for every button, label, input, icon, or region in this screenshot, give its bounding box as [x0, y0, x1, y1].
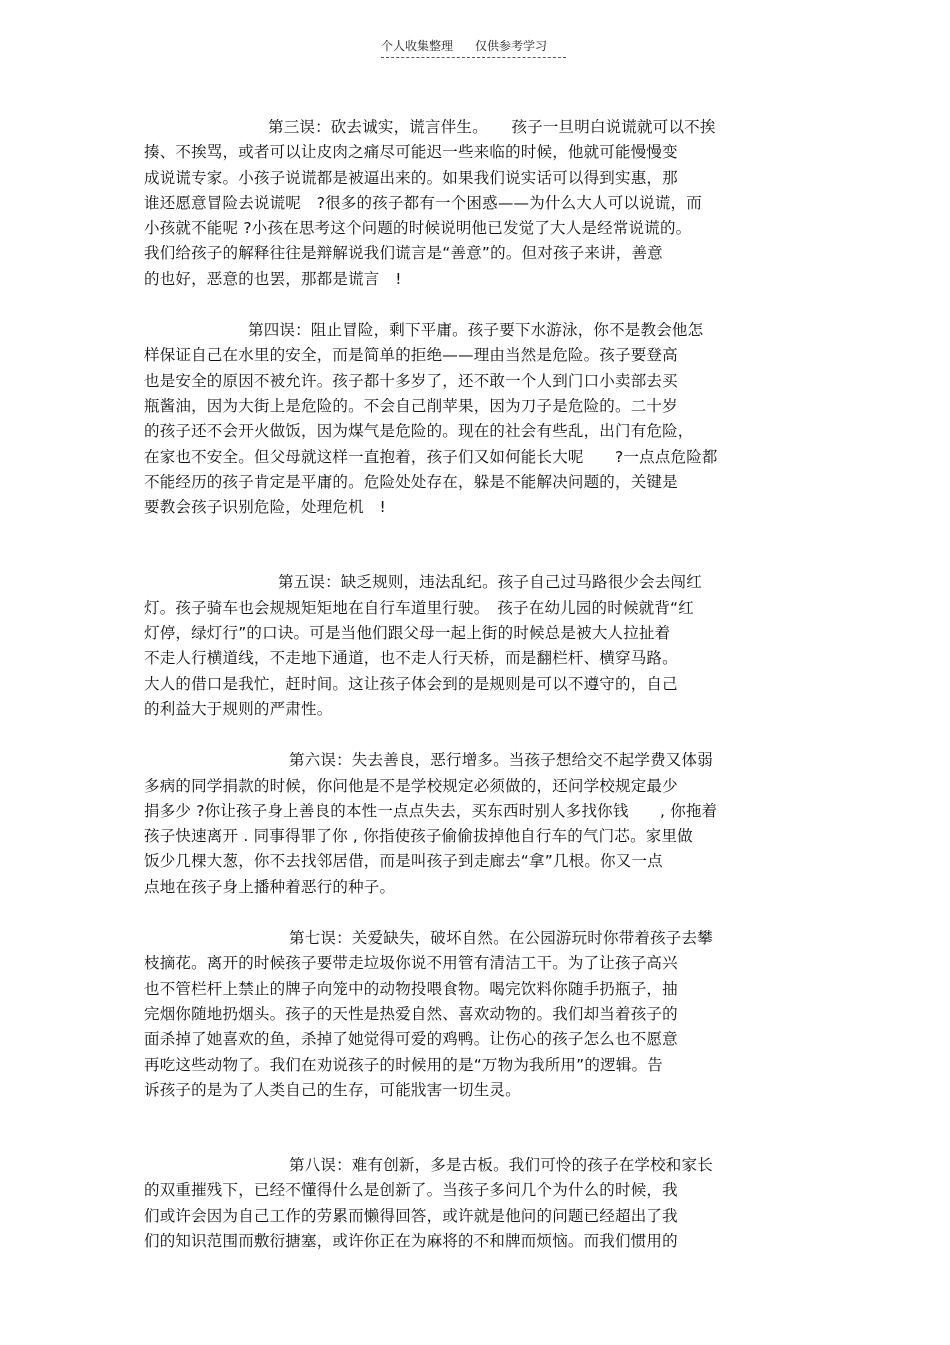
text-line: 完烟你随地扔烟头。孩子的天性是热爱自然、喜欢动物的。我们却当着孩子的 [144, 1004, 678, 1023]
text-line: 多病的同学捐款的时候，你问他是不是学校规定必须做的，还问学校规定最少 [144, 776, 678, 795]
text-line: 第七误：关爱缺失，破坏自然。在公园游玩时你带着孩子去攀 [289, 929, 713, 948]
text-line: 第三误：砍去诚实，谎言伴生。 孩子一旦明白说谎就可以不挨 [268, 118, 716, 136]
text-line: 第五误：缺乏规则，违法乱纪。孩子自己过马路很少会去闯红 [278, 573, 702, 592]
text-line: 孩子快速离开 . 同事得罪了你 , 你指使孩子偷偷拔掉他自行车的气门芯。家里做 [144, 827, 693, 846]
text-line: 不能经历的孩子肯定是平庸的。危险处处存在，躲是不能解决问题的，关键是 [144, 472, 678, 491]
text-line: 我们给孩子的解释往往是辩解说我们谎言是“善意”的。但对孩子来讲，善意 [144, 244, 663, 263]
text-line: 枝摘花。离开的时候孩子要带走垃圾你说不用管有清洁工干。为了让孩子高兴 [144, 954, 678, 973]
text-line: 要教会孩子识别危险，处理危机 ! [144, 498, 386, 517]
text-line: 第八误：难有创新，多是古板。我们可怜的孩子在学校和家长 [289, 1156, 713, 1175]
text-line: 捐多少 ?你让孩子身上善良的本性一点点失去，买东西时别人多找你钱 , 你拖着 [144, 801, 718, 820]
text-line: 也不管栏杆上禁止的牌子向笼中的动物投喂食物。喝完饮料你随手扔瓶子，抽 [144, 979, 678, 998]
text-line: 的也好，恶意的也罢，那都是谎言 ! [144, 269, 402, 288]
text-line: 们或许会因为自己工作的劳累而懒得回答，或许就是他问的问题已经超出了我 [144, 1206, 678, 1225]
text-line: 第四误：阻止冒险，剩下平庸。孩子要下水游泳，你不是教会他怎 [248, 321, 704, 340]
paragraph [144, 115, 809, 292]
text-line: 成说谎专家。小孩子说谎都是被逼出来的。如果我们说实话可以得到实惠，那 [144, 168, 678, 187]
text-line: 谁还愿意冒险去说谎呢 ?很多的孩子都有一个困惑——为什么大人可以说谎，而 [144, 193, 702, 212]
paragraph [144, 926, 809, 1103]
header-right-text: 仅供参考学习 [475, 39, 548, 53]
text-line: 点地在孩子身上播种着恶行的种子。 [144, 877, 396, 896]
text-line: 大人的借口是我忙，赶时间。这让孩子体会到的是规则是可以不遵守的，自己 [144, 674, 678, 693]
text-line: 不走人行横道线，不走地下通道，也不走人行天桥，而是翻栏杆、横穿马路。 [144, 649, 678, 668]
page-header [381, 38, 566, 58]
text-line: 们的知识范围而敷衍搪塞，或许你正在为麻将的不和牌而烦恼。而我们惯用的 [144, 1231, 678, 1250]
paragraph [144, 1153, 809, 1254]
text-line: 再吃这些动物了。我们在劝说孩子的时候用的是“万物为我所用”的逻辑。告 [144, 1055, 663, 1074]
text-line: 的利益大于规则的严肃性。 [144, 699, 333, 718]
text-line: 灯。孩子骑车也会规规矩矩地在自行车道里行驶。 孩子在幼儿园的时候就背“红 [144, 598, 694, 617]
paragraph [144, 748, 809, 900]
header-left-text: 个人收集整理 [381, 39, 454, 53]
text-line: 也是安全的原因不被允许。孩子都十多岁了，还不敢一个人到门口小卖部去买 [144, 371, 678, 390]
text-line: 第六误：失去善良，恶行增多。当孩子想给交不起学费又体弱 [289, 751, 713, 770]
text-line: 揍、不挨骂，或者可以让皮肉之痛尽可能迟一些来临的时候，他就可能慢慢变 [144, 143, 678, 162]
paragraph [144, 570, 809, 722]
text-line: 的孩子还不会开火做饭，因为煤气是危险的。现在的社会有些乱，出门有危险， [144, 422, 694, 441]
text-line: 小孩就不能呢 ?小孩在思考这个问题的时候说明他已发觉了大人是经常说谎的。 [144, 219, 692, 238]
text-line: 在家也不安全。但父母就这样一直抱着，孩子们又如何能长大呢 ?一点点危险都 [144, 447, 718, 466]
text-line: 瓶酱油，因为大街上是危险的。不会自己削苹果，因为刀子是危险的。二十岁 [144, 396, 678, 415]
document-body [144, 115, 809, 1254]
text-line: 面杀掉了她喜欢的鱼，杀掉了她觉得可爱的鸡鸭。让伤心的孩子怎么也不愿意 [144, 1030, 678, 1049]
text-line: 饭少几棵大葱，你不去找邻居借，而是叫孩子到走廊去“拿”几根。你又一点 [144, 852, 663, 871]
text-line: 的双重摧残下，已经不懂得什么是创新了。当孩子多问几个为什么的时候，我 [144, 1181, 678, 1200]
text-line: 样保证自己在水里的安全，而是简单的拒绝——理由当然是危险。孩子要登高 [144, 346, 678, 365]
paragraph [144, 318, 809, 520]
text-line: 灯停，绿灯行”的口诀。可是当他们跟父母一起上街的时候总是被大人拉扯着 [144, 624, 671, 643]
text-line: 诉孩子的是为了人类自己的生存，可能戕害一切生灵。 [144, 1080, 521, 1099]
